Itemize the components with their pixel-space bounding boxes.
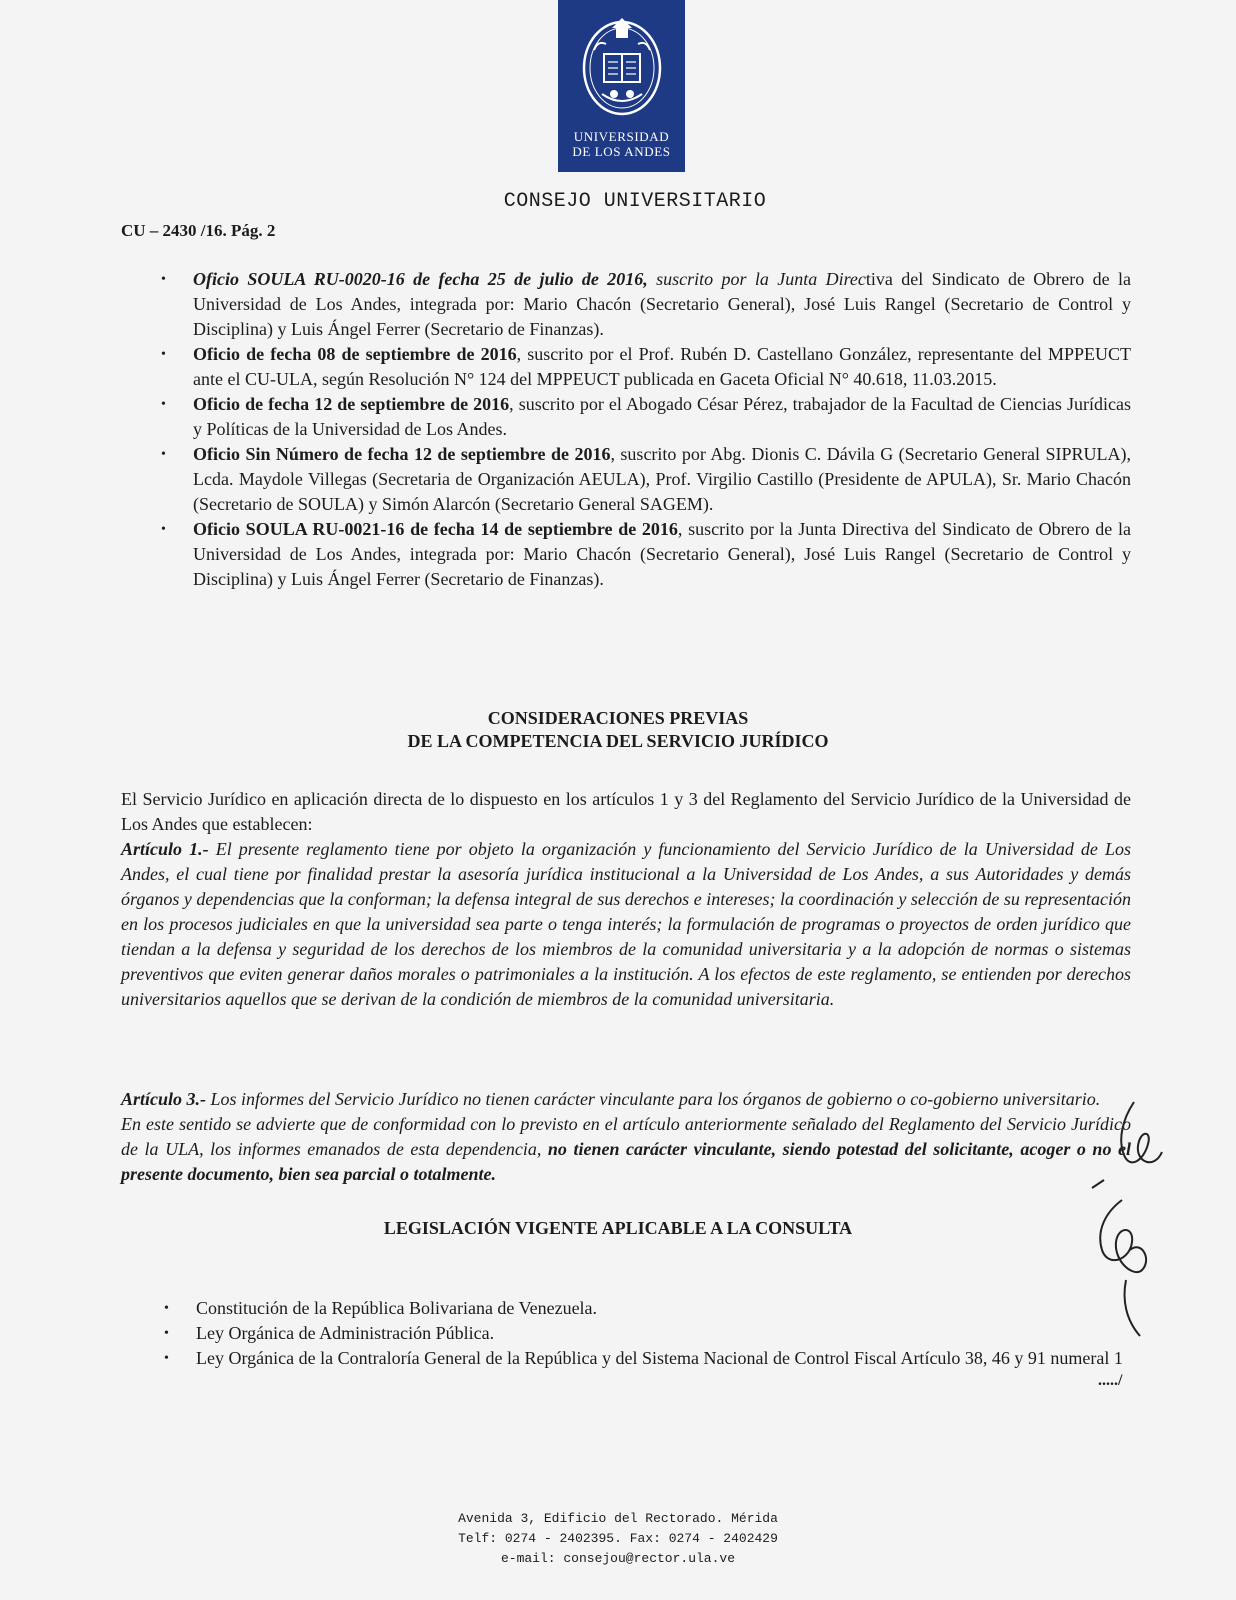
footer-email: e-mail: consejou@rector.ula.ve <box>500 1551 736 1566</box>
footer-phone: Telf: 0274 - 2402395. Fax: 0274 - 2402429 <box>458 1531 778 1546</box>
bullet-icon: • <box>161 522 166 537</box>
bullet-icon: • <box>161 447 166 462</box>
logo-line-1: UNIVERSIDAD <box>573 129 670 144</box>
conclusion-bold: no tienen carácter vinculante, siendo potestad del solicitante, acoger o no el presente documento, bien sea parcial o totalmente. <box>121 1139 1131 1184</box>
list-item <box>164 1296 1131 1321</box>
bullet-icon: • <box>161 272 166 287</box>
considerations-heading <box>0 707 1236 753</box>
list-item <box>161 517 1131 592</box>
legislation-list <box>164 1296 1131 1371</box>
university-logo <box>558 0 685 172</box>
item-text: , suscrito por el Abogado César Pérez, trabajador de la Facultad de Ciencias Jurídicas y Políticas de la Universidad de Los Andes. <box>193 394 1131 439</box>
list-item <box>164 1321 1131 1346</box>
legislation-item-text: Ley Orgánica de la Contraloría General de la República y del Sistema Nacional de Control Fiscal Artículo 38, 46 y 91 numeral 1 <box>196 1348 1123 1368</box>
item-text: , suscrito por la Junta Directiva del Sindicato de Obrero de la Universidad de Los Andes, integrada por: Mario Chacón (Secretario General), José Luis Rangel (Secretario de Control y Disciplina) y Luis Ángel Ferrer (Secretario de Finanzas). <box>193 519 1131 589</box>
bullet-icon: • <box>164 1351 169 1366</box>
item-lead-italic: suscrito por la Junta Direc <box>647 269 866 289</box>
article-3-label: Artículo 3.- <box>121 1089 207 1109</box>
heading-line-2: DE LA COMPETENCIA DEL SERVICIO JURÍDICO <box>407 731 829 751</box>
legislation-item-text: Constitución de la República Bolivariana de Venezuela. <box>196 1298 598 1318</box>
item-text: , suscrito por Abg. Dionis C. Dávila G (Secretario General SIPRULA), Lcda. Maydole Villegas (Secretaria de Organización AEULA), Prof. Virgilio Castillo (Presidente de APULA), Sr. Mario Chacón (Secretario de SOULA) y Simón Alarcón (Secretario General SAGEM). <box>193 444 1131 514</box>
list-item <box>161 267 1131 342</box>
documents-list <box>161 267 1131 592</box>
logo-text <box>558 129 685 159</box>
document-reference: CU – 2430 /16. Pág. 2 <box>121 221 276 240</box>
article-1-text: El presente reglamento tiene por objeto la organización y funcionamiento del Servicio Jurídico de la Universidad de Los Andes, el cual tiene por finalidad prestar la asesoría jurídica institucional a la Universidad de Los Andes, a sus Autoridades y demás órganos y dependencias que la conforman; la defensa integral de sus derechos e intereses; la coordinación y selección de su representación en los procesos judiciales en que la universidad sea parte o tenga interés; la formulación de programas o proyectos de orden jurídico que tiendan a la defensa y seguridad de los derechos de los miembros de la comunidad universitaria y a la adopción de normas o sistemas preventivos que eviten generar daños morales o patrimoniales a la institución. A los efectos de este reglamento, se entienden por derechos universitarios aquellos que se derivan de la condición de miembros de la comunidad universitaria. <box>121 839 1132 1009</box>
article-3-text: Los informes del Servicio Jurídico no tienen carácter vinculante para los órganos de gobierno o co-gobierno universitario. <box>206 1089 1101 1109</box>
item-lead: Oficio SOULA RU-0020-16 de fecha 25 de julio de 2016, <box>193 269 648 289</box>
legislation-item-text: Ley Orgánica de Administración Pública. <box>196 1323 495 1343</box>
list-item <box>161 392 1131 442</box>
heading-line-1: CONSIDERACIONES PREVIAS <box>487 708 749 728</box>
logo-line-2: DE LOS ANDES <box>572 144 671 159</box>
intro-text: El Servicio Jurídico en aplicación directa de lo dispuesto en los artículos 1 y 3 del Reglamento del Servicio Jurídico de la Universidad de Los Andes que establecen: <box>121 789 1131 834</box>
bullet-icon: • <box>164 1301 169 1316</box>
considerations-body <box>121 787 1131 1012</box>
bullet-icon: • <box>164 1326 169 1341</box>
bullet-icon: • <box>161 397 166 412</box>
item-text: tiva del Sindicato de Obrero de la Universidad de Los Andes, integrada por: Mario Chacón (Secretario General), José Luis Rangel (Secretario de Control y Disciplina) y Luis Ángel Ferrer (Secretario de Finanzas). <box>193 269 1131 339</box>
university-crest-icon <box>572 10 672 122</box>
item-text: , suscrito por el Prof. Rubén D. Castellano González, representante del MPPEUCT ante el CU-ULA, según Resolución N° 124 del MPPEUCT publicada en Gaceta Oficial N° 40.618, 11.03.2015. <box>193 344 1131 389</box>
item-lead: Oficio Sin Número de fecha 12 de septiembre de 2016 <box>193 444 611 464</box>
legislation-heading: LEGISLACIÓN VIGENTE APLICABLE A LA CONSULTA <box>383 1218 853 1238</box>
article-3-block <box>121 1087 1131 1187</box>
item-lead: Oficio de fecha 08 de septiembre de 2016 <box>193 344 517 364</box>
list-item <box>164 1346 1131 1371</box>
item-lead: Oficio de fecha 12 de septiembre de 2016 <box>193 394 510 414</box>
continuation-mark: ...../ <box>1098 1372 1123 1389</box>
bullet-icon: • <box>161 347 166 362</box>
article-1-label: Artículo 1.- <box>121 839 209 859</box>
footer-address: Avenida 3, Edificio del Rectorado. Mérida <box>458 1511 778 1526</box>
conclusion-text: En este sentido se advierte que de conformidad con lo previsto en el artículo anteriormente señalado del Reglamento del Servicio Jurídico de la ULA, los informes emanados de esta dependencia, <box>121 1114 1131 1159</box>
list-item <box>161 342 1131 392</box>
item-lead: Oficio SOULA RU-0021-16 de fecha 14 de septiembre de 2016 <box>193 519 678 539</box>
list-item <box>161 442 1131 517</box>
council-title: CONSEJO UNIVERSITARIO <box>503 190 767 213</box>
page-footer <box>0 1509 1236 1569</box>
